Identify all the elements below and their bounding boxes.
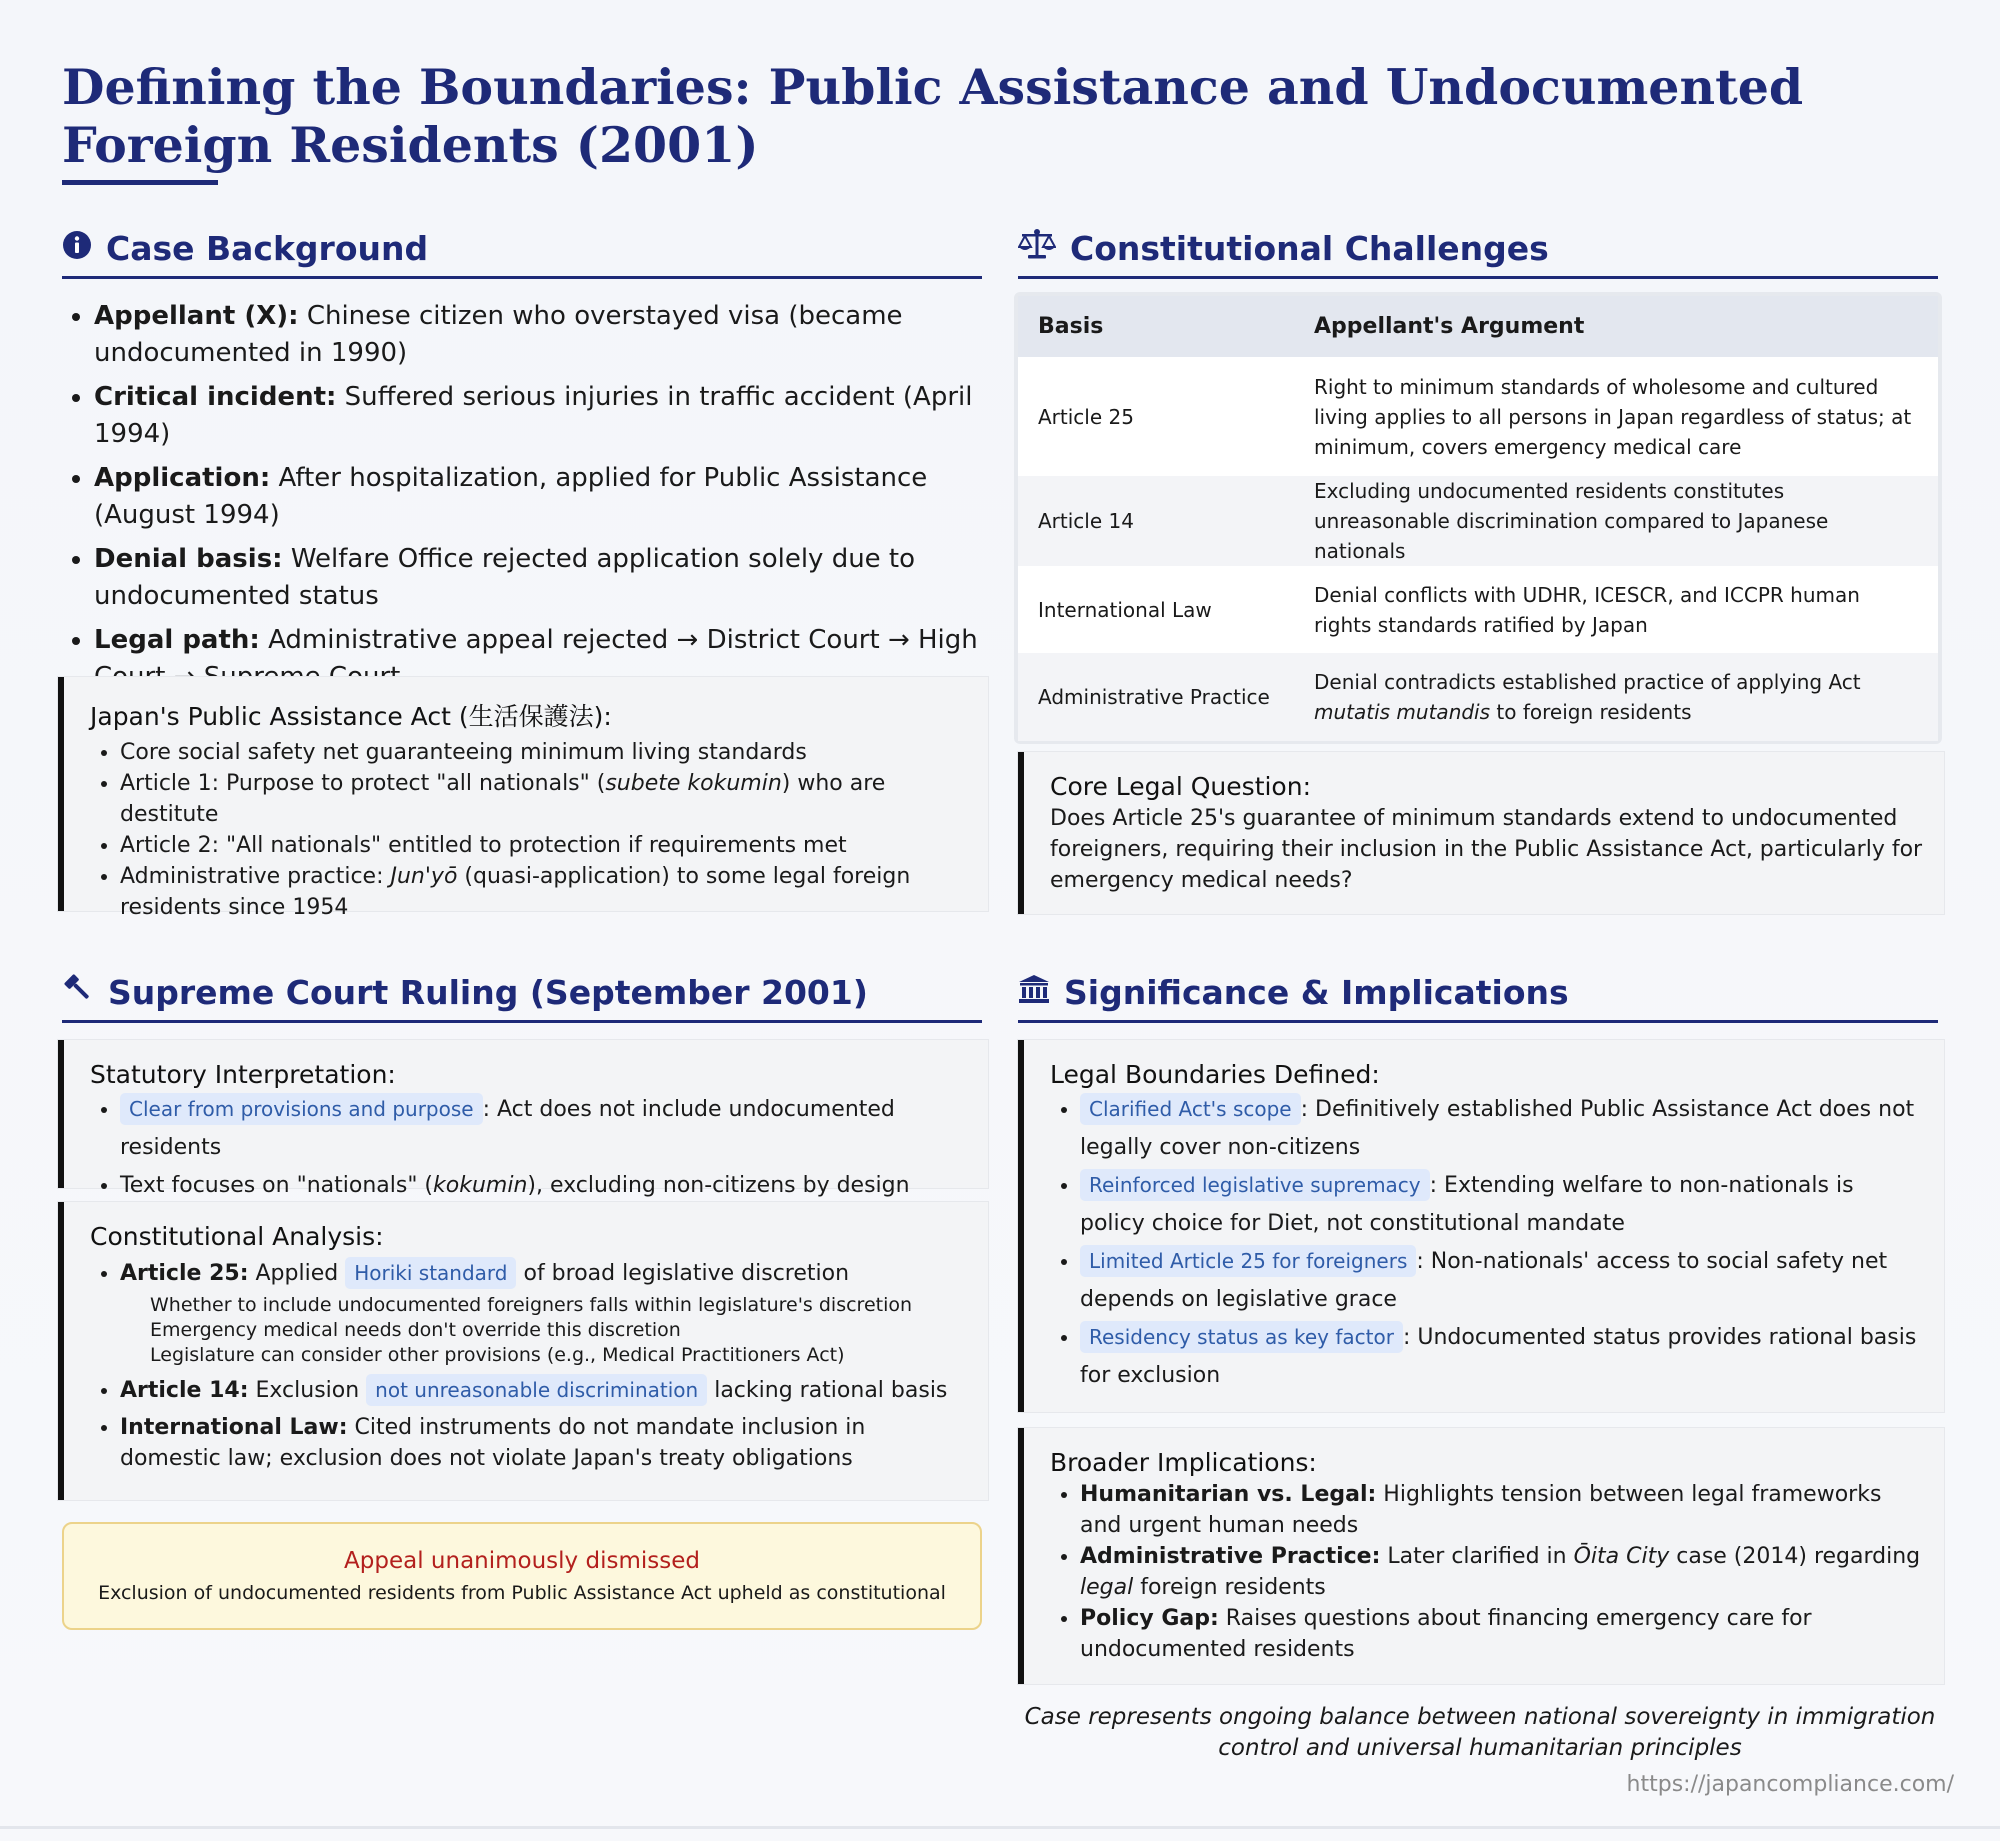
table-cell: Article 25 [1018, 357, 1294, 476]
table-cell: Right to minimum standards of wholesome and cultured living applies to all persons in Japan regardless of status; at minimum, covers emergency medical care [1294, 357, 1938, 476]
core-legal-question-box [1018, 752, 1944, 914]
highlight-tag: not unreasonable discrimination [366, 1374, 707, 1406]
list-item: • Limited Article 25 for foreigners : Non-nationals' access to social safety net depends on legislative grace [1080, 1243, 1924, 1319]
highlight-tag: Clear from provisions and purpose [120, 1093, 483, 1125]
boundaries-list [1050, 1091, 1924, 1395]
highlight-tag: Horiki standard [345, 1257, 516, 1289]
list-item: • Policy Gap: Raises questions about financing emergency care for undocumented residents [1080, 1603, 1924, 1665]
list-item: • Text focuses on "nationals" (kokumin), excluding non-citizens by design [120, 1167, 968, 1205]
gavel-icon [62, 972, 94, 1012]
box-heading: Statutory Interpretation: [90, 1060, 396, 1089]
list-item: • Article 2: "All nationals" entitled to protection if requirements met [120, 830, 968, 861]
table-row [1018, 357, 1938, 476]
case-background-heading [62, 220, 982, 279]
table-cell: Article 14 [1018, 476, 1294, 566]
statutory-interpretation-box [58, 1040, 988, 1198]
list-item: • Article 14: Exclusion not unreasonable discrimination lacking rational basis [120, 1374, 968, 1406]
highlight-tag: Residency status as key factor [1080, 1321, 1403, 1353]
courthouse-icon [1018, 973, 1050, 1012]
background-list [62, 298, 1014, 703]
list-item: • Humanitarian vs. Legal: Highlights tension between legal frameworks and urgent human needs [1080, 1479, 1924, 1541]
highlight-tag: Reinforced legislative supremacy [1080, 1169, 1430, 1201]
list-item: • Legal path: Administrative appeal rejected → District Court → High [94, 622, 1014, 696]
statutory-list [90, 1091, 968, 1205]
page-title: Defining the Boundaries: Public Assistance and Undocumented Foreign Residents (2001) [62, 58, 1804, 174]
footer-link[interactable]: https://japancompliance.com/ [1626, 1772, 1954, 1797]
sub-item: Whether to include undocumented foreigners falls within legislature's discretion [150, 1294, 913, 1316]
table-cell: Administrative Practice [1018, 653, 1294, 741]
table-cell: Denial conflicts with UDHR, ICESCR, and ICCPR human rights standards ratified by Japan [1294, 566, 1938, 653]
list-item: • Core social safety net guaranteeing minimum living standards [120, 737, 968, 768]
sub-item: Emergency medical needs don't override this discretion [150, 1319, 681, 1341]
table-row [1018, 566, 1938, 653]
table-row [1018, 476, 1938, 566]
list-item: • Reinforced legislative supremacy : Extending welfare to non-nationals is policy choice for Diet, not constitutional mandate [1080, 1167, 1924, 1243]
section-title: Constitutional Challenges [1070, 228, 1549, 268]
table-cell: International Law [1018, 566, 1294, 653]
list-item: • Clear from provisions and purpose : Act does not include undocumented residents [120, 1091, 968, 1167]
significance-heading [1018, 964, 1938, 1023]
box-heading: Japan's Public Assistance Act (生活保護法): [90, 702, 612, 731]
section-title: Case Background [106, 228, 429, 268]
box-heading: Legal Boundaries Defined: [1050, 1060, 1380, 1089]
highlight-tag: Limited Article 25 for foreigners [1080, 1245, 1416, 1277]
table-header-row [1018, 296, 1938, 357]
constitutional-challenges-heading [1018, 220, 1938, 279]
sub-item: Legislature can consider other provisions (e.g., Medical Practitioners Act) [150, 1344, 845, 1366]
list-item: • Administrative practice: Jun'yō (quasi-application) to some legal foreign residents since 1954 [120, 861, 968, 923]
closing-note: Case represents ongoing balance between national sovereignty in immigration control and universal humanitarian principles [1024, 1704, 1936, 1761]
scales-icon [1018, 228, 1056, 268]
list-item: • Article 25: Applied Horiki standard of broad legislative discretion Whether to include undocumented foreigners falls within legislature's discretion Emergency medical needs don't override this discretion Legislature can consider other provisions (e.g., Medical Practitioners Act) [120, 1257, 968, 1368]
implications-list [1050, 1479, 1924, 1665]
list-item: • Application: After hospitalization, applied for Public Assistance (August 1994) [94, 460, 1014, 534]
footer-divider [0, 1826, 2000, 1829]
section-title: Supreme Court Ruling (September 2001) [108, 972, 868, 1012]
analysis-list [90, 1257, 968, 1474]
list-item: • Administrative Practice: Later clarified in Ōita City case (2014) regarding legal foreign residents [1080, 1541, 1924, 1603]
highlight-tag: Clarified Act's scope [1080, 1093, 1301, 1125]
sub-list [120, 1293, 968, 1368]
list-item: • International Law: Cited instruments do not mandate inclusion in domestic law; exclusion does not violate Japan's treaty obligations [120, 1412, 968, 1474]
public-assistance-act-box [58, 677, 988, 920]
table-cell: Denial contradicts established practice of applying Act mutatis mutandis to foreign residents [1294, 653, 1938, 741]
verdict-box [62, 1522, 982, 1630]
column-header: Appellant's Argument [1294, 296, 1938, 357]
broader-implications-box [1018, 1428, 1944, 1684]
list-item: • Article 1: Purpose to protect "all nationals" (subete kokumin) who are destitute [120, 768, 968, 830]
column-header: Basis [1018, 296, 1294, 357]
list-item: • Denial basis: Welfare Office rejected application solely due to undocumented status [94, 541, 1014, 615]
info-icon [62, 229, 92, 268]
verdict-title: Appeal unanimously dismissed [344, 1548, 700, 1574]
table-row [1018, 653, 1938, 741]
legal-boundaries-box [1018, 1040, 1944, 1412]
box-heading: Broader Implications: [1050, 1448, 1317, 1477]
list-item: • Critical incident: Suffered serious injuries in traffic accident (April 1994) [94, 379, 1014, 453]
list-item: • Appellant (X): Chinese citizen who overstayed visa (became undocumented in 1990) [94, 298, 1014, 372]
constitutional-analysis-box [58, 1202, 988, 1500]
verdict-text: Exclusion of undocumented residents from Public Assistance Act upheld as constitutional [98, 1582, 946, 1604]
question-text: Does Article 25's guarantee of minimum standards extend to undocumented foreigners, requiring their inclusion in the Public Assistance Act, particularly for emergency medical needs? [1050, 806, 1923, 893]
supreme-court-ruling-heading [62, 964, 982, 1023]
box-heading: Constitutional Analysis: [90, 1222, 384, 1251]
challenges-table [1018, 296, 1938, 741]
title-underline [62, 180, 218, 185]
table-cell: Excluding undocumented residents constitutes unreasonable discrimination compared to Japanese nationals [1294, 476, 1938, 566]
section-title: Significance & Implications [1064, 972, 1569, 1012]
box-heading: Core Legal Question: [1050, 772, 1311, 801]
list-item: • Clarified Act's scope : Definitively established Public Assistance Act does not legally cover non-citizens [1080, 1091, 1924, 1167]
act-list [90, 737, 968, 923]
list-item: • Residency status as key factor : Undocumented status provides rational basis for exclusion [1080, 1319, 1924, 1395]
